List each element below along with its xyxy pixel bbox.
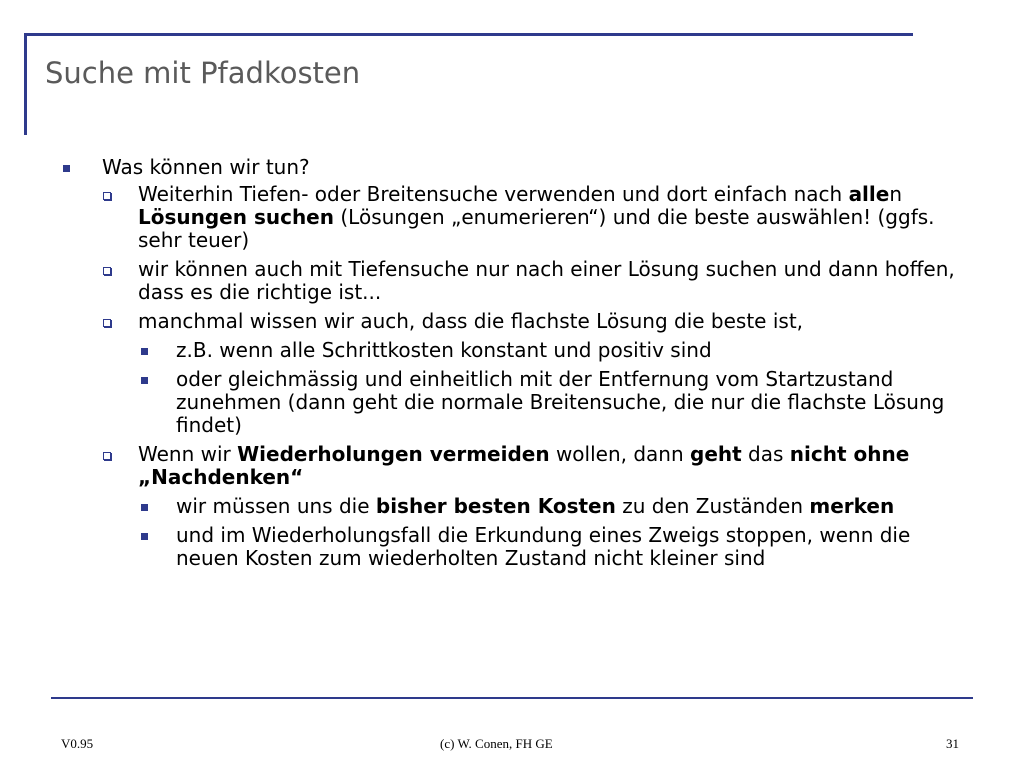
bullet-text-bold: geht — [690, 442, 742, 466]
bullet-level3 — [60, 495, 960, 518]
bullet-text-bold: alle — [848, 182, 890, 206]
bullet-text-part: Wenn wir — [138, 442, 238, 466]
bullet-text-part: zu den Zuständen — [615, 494, 810, 518]
box-bullet-icon — [103, 192, 111, 200]
bullet-level1 — [60, 156, 960, 179]
bullet-text: und im Wiederholungsfall die Erkundung eines Zweigs stoppen, wenn die neuen Kosten zum wiederholten Zustand nicht kleiner sind — [176, 523, 911, 570]
bullet-text-part: (Lösungen „enumerieren“) und die beste auswählen! (ggfs. sehr teuer) — [138, 205, 935, 252]
bullet-text: oder gleichmässig und einheitlich mit der Entfernung vom Startzustand zunehmen (dann geht die normale Breitensuche, die nur die flachste Lösung findet) — [176, 367, 945, 437]
bullet-text-bold: merken — [809, 494, 895, 518]
bullet-level2 — [60, 443, 960, 489]
bullet-text-part: wir müssen uns die — [176, 494, 376, 518]
bullet-text-part: wollen, dann — [549, 442, 691, 466]
bullet-text-bold: bisher besten Kosten — [375, 494, 616, 518]
bullet-text-part: n — [889, 182, 903, 206]
bullet-text-part: das — [741, 442, 790, 466]
square-bullet-icon — [63, 165, 70, 172]
box-bullet-icon — [103, 319, 111, 327]
footer-version: V0.95 — [61, 736, 94, 751]
bullet-text: wir können auch mit Tiefensuche nur nach einer Lösung suchen und dann hoffen, dass es die richtige ist... — [138, 257, 955, 304]
bullet-text-bold: Wiederholungen vermeiden — [237, 442, 550, 466]
bullet-level2 — [60, 183, 960, 252]
slide-content — [60, 156, 960, 576]
bullet-level3 — [60, 524, 960, 570]
footer-copyright: (c) W. Conen, FH GE — [440, 736, 553, 751]
square-bullet-icon — [141, 533, 148, 540]
title-frame-top — [24, 33, 913, 36]
footer-page-number: 31 — [946, 736, 959, 751]
footer-rule — [51, 697, 973, 699]
bullet-level3 — [60, 339, 960, 362]
bullet-text-part: Weiterhin Tiefen- oder Breitensuche verwenden und dort einfach nach — [138, 182, 849, 206]
square-bullet-icon — [141, 504, 148, 511]
square-bullet-icon — [141, 348, 148, 355]
bullet-text-bold: nicht ohne „Nachdenken“ — [138, 442, 910, 489]
bullet-text: z.B. wenn alle Schrittkosten konstant und positiv sind — [176, 338, 712, 362]
bullet-level3 — [60, 368, 960, 437]
bullet-level2 — [60, 310, 960, 333]
bullet-text: Was können wir tun? — [102, 155, 310, 179]
box-bullet-icon — [103, 267, 111, 275]
bullet-text: manchmal wissen wir auch, dass die flachste Lösung die beste ist, — [138, 309, 804, 333]
bullet-text-bold: Lösungen suchen — [138, 205, 334, 229]
square-bullet-icon — [141, 377, 148, 384]
title-frame-vertical — [24, 33, 27, 135]
box-bullet-icon — [103, 452, 111, 460]
slide-title: Suche mit Pfadkosten — [45, 56, 361, 90]
bullet-level2 — [60, 258, 960, 304]
